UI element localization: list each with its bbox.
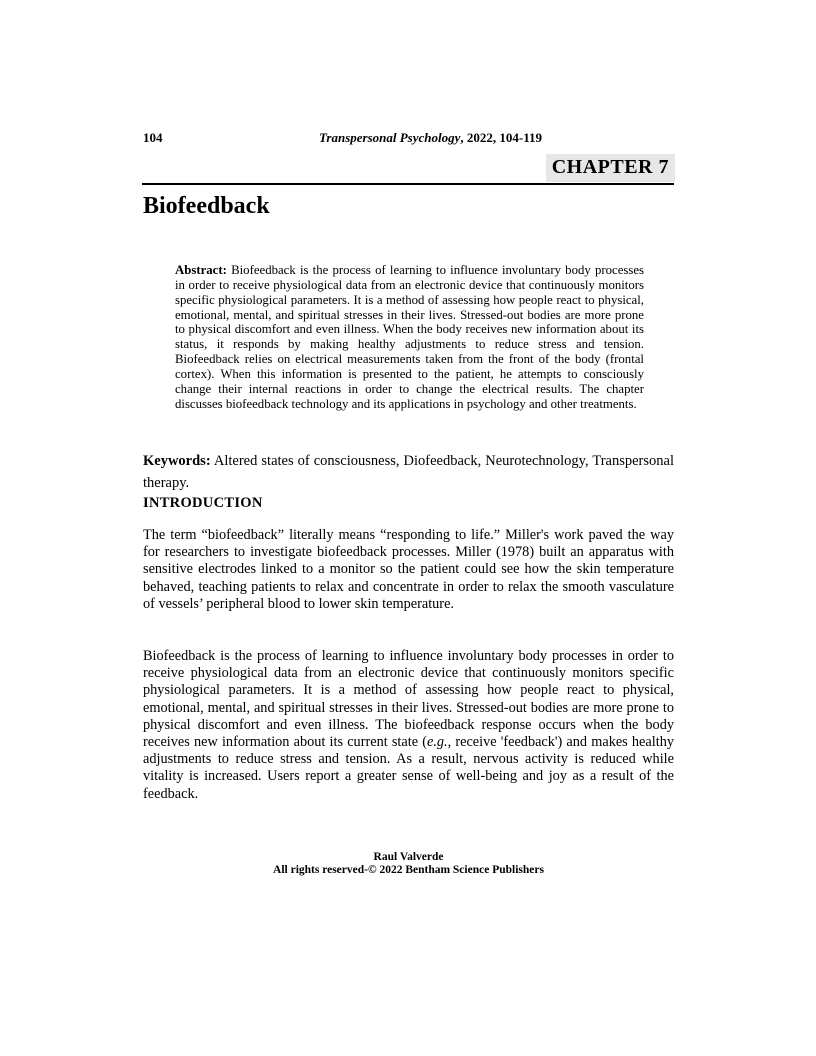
introduction-heading: INTRODUCTION	[143, 495, 263, 511]
introduction-paragraph-1: The term “biofeedback” literally means “responding to life.” Miller's work paved the way for researchers to investigate biofeedback processes. Miller (1978) built an apparatus with sensitive electrodes linked to a monitor so the patient could see how the skin temperature behaved, teaching patients to relax and concentrate in order to relax the smooth vasculature of vessels’ peripheral blood to lower skin temperature.	[143, 527, 674, 612]
chapter-title: Biofeedback	[143, 193, 270, 219]
copyright-notice: All rights reserved-© 2022 Bentham Science Publishers	[273, 864, 544, 876]
page-number: 104	[143, 130, 163, 145]
header-rule	[142, 183, 674, 185]
paragraph-2-italic-eg: e.g.,	[426, 734, 452, 751]
introduction-paragraph-2	[143, 648, 674, 803]
footer-block	[143, 851, 674, 877]
keywords-text: Altered states of consciousness, Diofeedback, Neurotechnology, Transpersonal therapy.	[143, 453, 674, 491]
paragraph-2-text-start: Biofeedback is the process of learning to influence involuntary body processes in order to receive physiological data from an electronic device that continuously monitors specific physiological parameters. It is a method of assessing how people react to physical, emotional, mental, and spiritual stresses in their lives. Stressed-out bodies are more prone to physical discomfort and even illness. The biofeedback response occurs when the body receives new information about its current state (	[143, 648, 674, 751]
chapter-label: CHAPTER 7	[546, 154, 675, 182]
abstract-label: Abstract:	[175, 263, 227, 277]
abstract-text: Biofeedback is the process of learning to influence involuntary body processes in order to receive physiological data from an electronic device that continuously monitors specific physiological parameters. It is a method of assessing how people react to physical, emotional, mental, and spiritual stresses in their lives. Stressed-out bodies are more prone to physical discomfort and even illness. When the body receives new information about its status, it responds by making healthy adjustments to reduce stress and tension. Biofeedback relies on electrical measurements taken from the front of the body (frontal cortex). When this information is presented to the patient, he attempts to consciously change their internal reactions in order to change the electrical results. The chapter discusses biofeedback technology and its applications in psychology and other treatments.	[175, 263, 644, 411]
journal-info: , 2022, 104-119	[460, 130, 543, 145]
keywords-block	[143, 451, 674, 494]
abstract-block	[175, 263, 644, 411]
keywords-label: Keywords:	[143, 453, 211, 469]
paragraph-2-text-end: receive 'feedback') and makes healthy adjustments to reduce stress and tension. As a result, nervous activity is reduced while vitality is increased. Users report a greater sense of well-being and joy as a result of the feedback.	[143, 734, 674, 802]
journal-title: Transpersonal Psychology	[318, 130, 461, 145]
running-head	[165, 130, 696, 146]
author-name: Raul Valverde	[373, 851, 444, 863]
